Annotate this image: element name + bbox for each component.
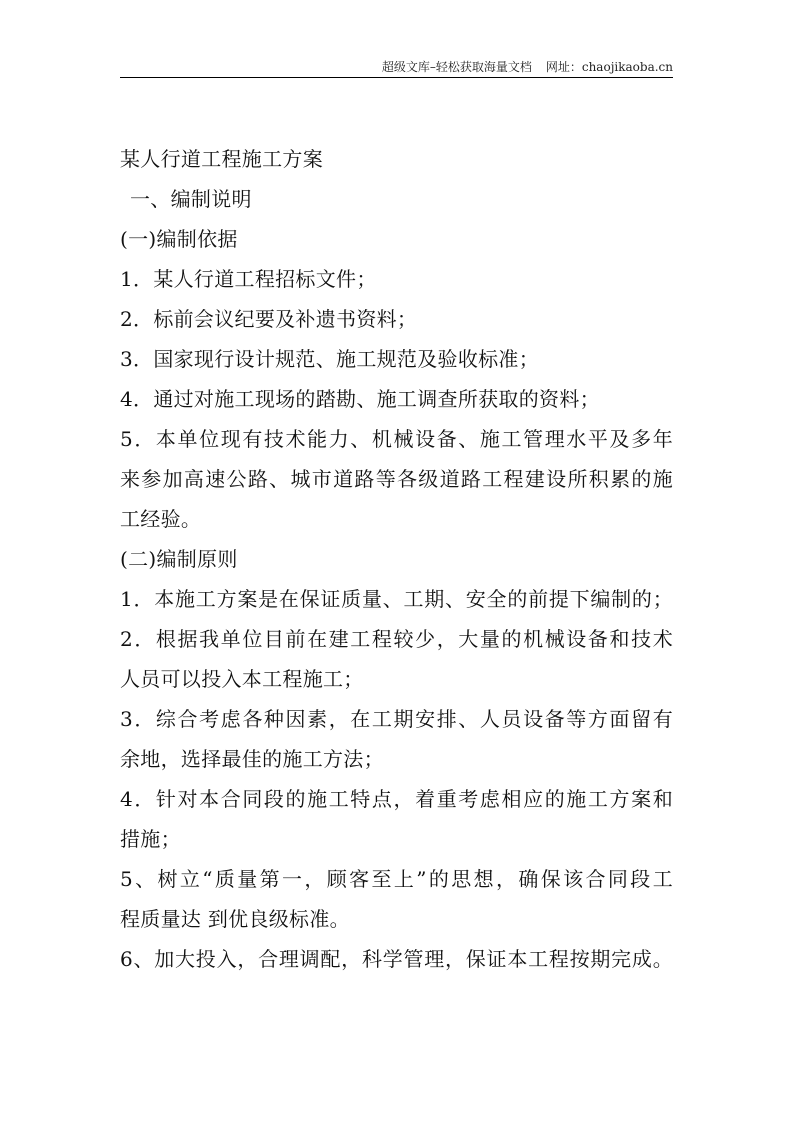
page-header: [120, 58, 673, 76]
principle-item-1: 1．本施工方案是在保证质量、工期、安全的前提下编制的；: [120, 587, 673, 611]
subsection-heading-principles: (二)编制原则: [120, 547, 238, 571]
section-heading-1: 一、编制说明: [130, 187, 252, 211]
principle-item-4-line-2: 措施；: [120, 827, 181, 851]
principle-item-4-line-1: 4．针对本合同段的施工特点，着重考虑相应的施工方案和: [120, 787, 673, 811]
header-divider: [120, 77, 673, 78]
header-site-url: 网址：chaojikaoba.cn: [545, 60, 673, 74]
document-body: [120, 139, 673, 979]
basis-item-5-line-2: 来参加高速公路、城市道路等各级道路工程建设所积累的施: [120, 467, 673, 491]
principle-item-3-line-1: 3．综合考虑各种因素，在工期安排、人员设备等方面留有: [120, 707, 673, 731]
principle-item-5-line-1: 5、树立“质量第一，顾客至上”的思想，确保该合同段工: [120, 867, 673, 891]
principle-item-2-line-1: 2．根据我单位目前在建工程较少，大量的机械设备和技术: [120, 627, 673, 651]
basis-item-4: 4．通过对施工现场的踏勘、施工调查所获取的资料；: [120, 387, 600, 411]
principle-item-5-line-2: 程质量达 到优良级标准。: [120, 907, 350, 931]
principle-item-2-line-2: 人员可以投入本工程施工；: [120, 667, 364, 691]
principle-item-6: 6、加大投入，合理调配，科学管理，保证本工程按期完成。: [120, 947, 673, 971]
basis-item-5-line-1: 5．本单位现有技术能力、机械设备、施工管理水平及多年: [120, 427, 673, 451]
basis-item-2: 2．标前会议纪要及补遗书资料；: [120, 307, 418, 331]
principle-item-3-line-2: 余地，选择最佳的施工方法；: [120, 747, 384, 771]
subsection-heading-basis: (一)编制依据: [120, 227, 238, 251]
basis-item-5-line-3: 工经验。: [120, 507, 202, 531]
basis-item-3: 3．国家现行设计规范、施工规范及验收标准；: [120, 347, 540, 371]
basis-item-1: 1．某人行道工程招标文件；: [120, 267, 377, 291]
document-title: 某人行道工程施工方案: [120, 147, 323, 171]
header-site-title: 超级文库–轻松获取海量文档: [381, 60, 532, 74]
